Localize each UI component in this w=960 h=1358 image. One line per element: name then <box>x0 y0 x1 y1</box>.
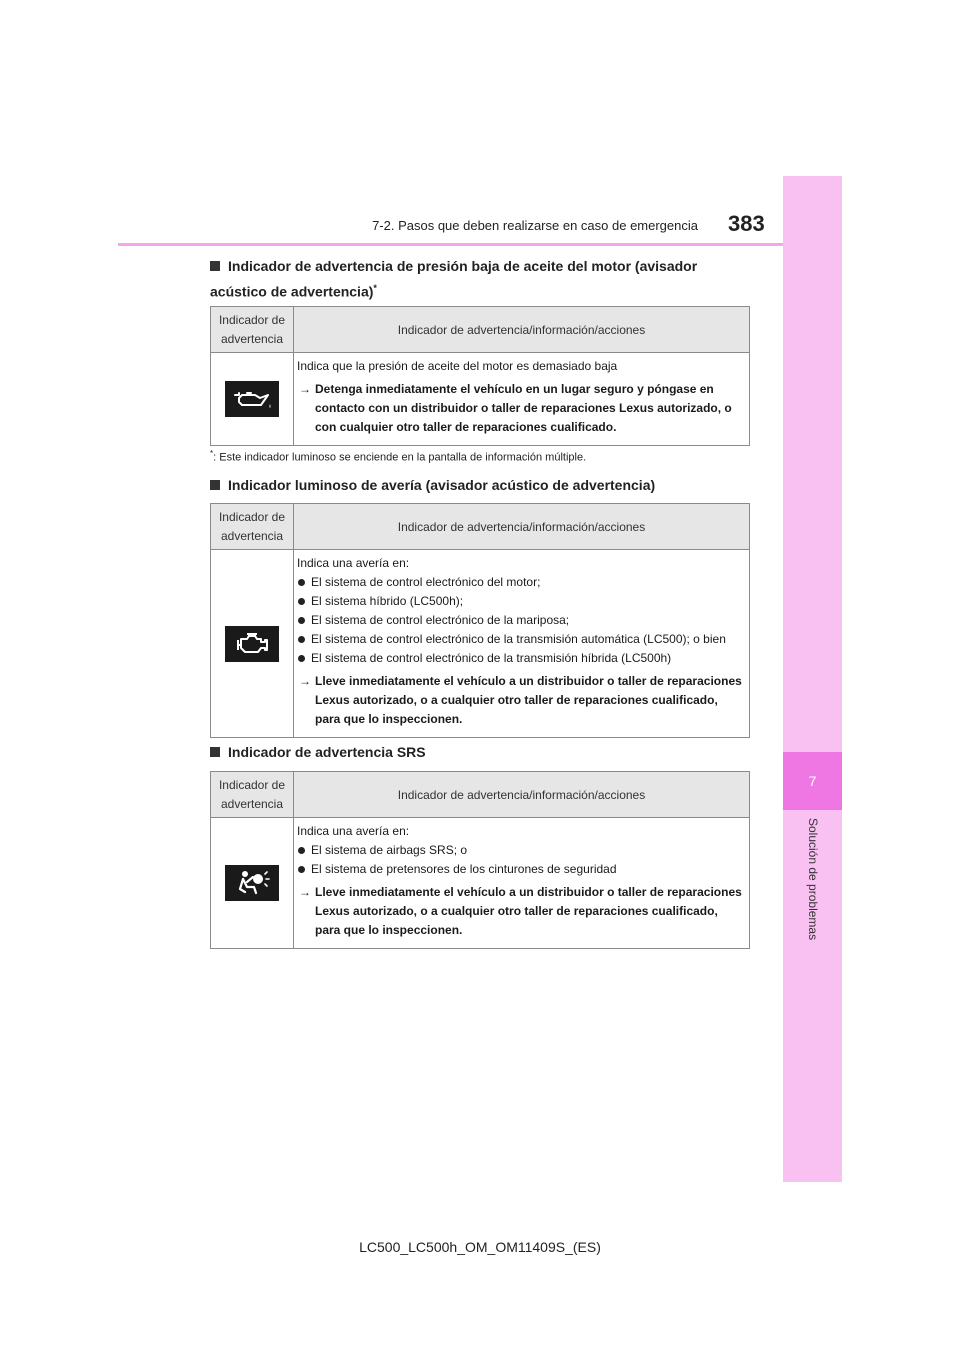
section-title-text: Indicador luminoso de avería (avisador acústico de advertencia) <box>228 477 656 493</box>
list-item: El sistema de control electrónico del motor; <box>297 573 745 592</box>
header-title: 7-2. Pasos que deben realizarse en caso de emergencia <box>372 218 698 233</box>
footnote-text: : Este indicador luminoso se enciende en la pantalla de información múltiple. <box>213 451 587 464</box>
action-label: Lleve inmediatamente el vehículo a un distribuidor o taller de reparaciones Lexus autorizado, o a cualquier otro taller de reparaciones cualificado, para que lo inspeccionen. <box>315 674 742 726</box>
action-text <box>297 380 745 437</box>
table-header-row <box>211 504 750 550</box>
indicator-description: Indica una avería en: <box>297 824 410 838</box>
action-text <box>297 672 745 729</box>
table-row <box>211 550 750 738</box>
chapter-number-tab: 7 <box>783 752 842 810</box>
section-title-text: Indicador de advertencia SRS <box>228 744 426 760</box>
oil-pressure-icon <box>225 381 279 417</box>
col-header-indicator: Indicador de advertencia <box>211 504 294 550</box>
warning-table-srs <box>210 771 750 949</box>
section-title-malfunction <box>210 474 655 496</box>
col-header-info: Indicador de advertencia/información/acciones <box>294 307 750 353</box>
col-header-indicator: Indicador de advertencia <box>211 307 294 353</box>
warning-table-oil-pressure <box>210 306 750 446</box>
document-code: LC500_LC500h_OM_OM11409S_(ES) <box>359 1239 601 1255</box>
indicator-cell <box>211 353 294 446</box>
page-number: 383 <box>728 211 765 236</box>
info-cell <box>294 353 750 446</box>
table-row <box>211 818 750 949</box>
arrow-icon: → <box>299 674 311 688</box>
table-header-row <box>211 772 750 818</box>
footnote-mark: * <box>210 449 214 458</box>
indicator-cell <box>211 818 294 949</box>
section-bullet-square <box>210 261 220 271</box>
col-header-indicator: Indicador de advertencia <box>211 772 294 818</box>
arrow-icon: → <box>299 382 311 396</box>
arrow-icon: → <box>299 885 311 899</box>
section-bullet-square <box>210 480 220 490</box>
warning-table-malfunction <box>210 503 750 738</box>
indicator-description: Indica una avería en: <box>297 556 410 570</box>
info-cell <box>294 818 750 949</box>
footnote-mark: * <box>373 283 377 293</box>
indicator-description: Indica que la presión de aceite del motor es demasiado baja <box>297 359 618 373</box>
action-text <box>297 883 745 940</box>
check-engine-icon <box>225 626 279 662</box>
action-label: Detenga inmediatamente el vehículo en un lugar seguro y póngase en contacto con un distribuidor o taller de reparaciones Lexus autorizado, o con cualquier otro taller de reparaciones cualificado. <box>315 382 732 434</box>
header-rule <box>118 243 783 246</box>
footnote <box>210 449 586 464</box>
list-item: El sistema de pretensores de los cinturones de seguridad <box>297 860 745 879</box>
section-title-text: Indicador de advertencia de presión baja de aceite del motor (avisador acústico de advertencia) <box>210 258 698 300</box>
list-item: El sistema de airbags SRS; o <box>297 841 745 860</box>
list-item: El sistema híbrido (LC500h); <box>297 592 745 611</box>
indicator-cell <box>211 550 294 738</box>
list-item: El sistema de control electrónico de la mariposa; <box>297 611 745 630</box>
info-cell <box>294 550 750 738</box>
section-title-srs <box>210 741 426 763</box>
list-item: El sistema de control electrónico de la transmisión automática (LC500); o bien <box>297 630 745 649</box>
action-label: Lleve inmediatamente el vehículo a un distribuidor o taller de reparaciones Lexus autorizado, o a cualquier otro taller de reparaciones cualificado, para que lo inspeccionen. <box>315 885 742 937</box>
col-header-info: Indicador de advertencia/información/acciones <box>294 504 750 550</box>
chapter-label: Solución de problemas <box>806 818 820 941</box>
list-item: El sistema de control electrónico de la transmisión híbrida (LC500h) <box>297 649 745 668</box>
section-title-oil-pressure <box>210 255 750 303</box>
table-header-row <box>211 307 750 353</box>
section-bullet-square <box>210 747 220 757</box>
srs-airbag-icon <box>225 865 279 901</box>
col-header-info: Indicador de advertencia/información/acciones <box>294 772 750 818</box>
table-row <box>211 353 750 446</box>
